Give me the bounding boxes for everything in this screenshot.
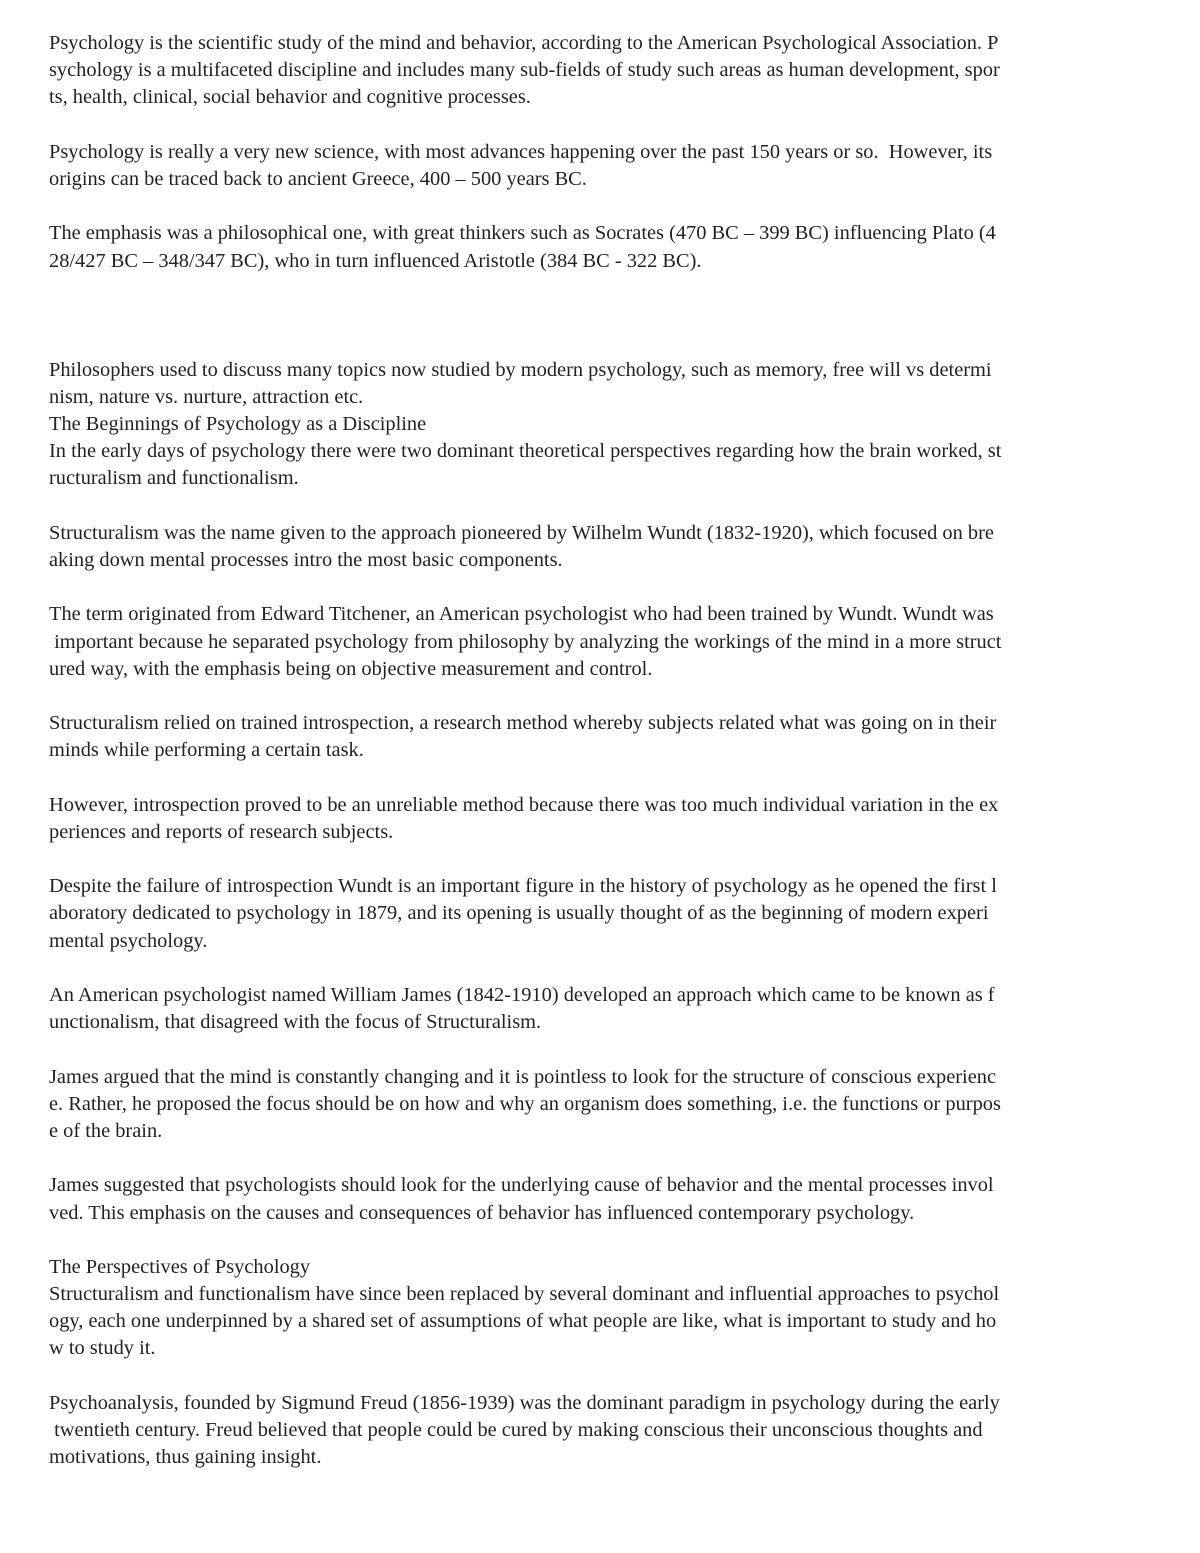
text-line: An American psychologist named William James (1842-1910) developed an approach which came to be known as f <box>49 984 995 1006</box>
text-line: sychology is a multifaceted discipline and includes many sub-fields of study such areas as human development, spor <box>49 59 1000 82</box>
paragraph-gap <box>49 765 1159 792</box>
paragraph-gap <box>49 1363 1159 1390</box>
text-line: ts, health, clinical, social behavior and cognitive processes. <box>49 86 531 109</box>
paragraph-gap <box>49 683 1159 710</box>
text-line: Despite the failure of introspection Wundt is an important figure in the history of psychology as he opened the first l <box>49 875 997 898</box>
text-line: Structuralism relied on trained introspection, a research method whereby subjects related what was going on in their <box>49 712 997 735</box>
text-line: ved. This emphasis on the causes and consequences of behavior has influenced contemporary psychology. <box>49 1201 915 1224</box>
text-line: e of the brain. <box>49 1119 163 1142</box>
text-line: Structuralism and functionalism have since been replaced by several dominant and influential approaches to psychol <box>49 1283 1000 1306</box>
paragraph-gap <box>49 1036 1159 1063</box>
section-heading: The Perspectives of Psychology <box>49 1255 311 1278</box>
text-line: w to study it. <box>49 1337 156 1360</box>
text-line: Philosophers used to discuss many topics now studied by modern psychology, such as memory, free will vs determi <box>49 358 992 381</box>
paragraph-gap <box>49 574 1159 601</box>
text-line: The term originated from Edward Titchener, an American psychologist who had been trained by Wundt. Wundt was <box>49 603 994 626</box>
text-line: ogy, each one underpinned by a shared set of assumptions of what people are like, what is important to study and ho <box>49 1310 997 1333</box>
text-line: origins can be traced back to ancient Greece, 400 – 500 years BC. <box>49 167 587 190</box>
paragraph-gap <box>49 1145 1159 1172</box>
text-line: aking down mental processes intro the most basic components. <box>49 549 563 571</box>
text-line: ured way, with the emphasis being on objective measurement and control. <box>49 657 653 680</box>
section-heading: The Beginnings of Psychology as a Discipline <box>49 413 427 436</box>
text-line: However, introspection proved to be an unreliable method because there was too much individual variation in the ex <box>49 793 999 816</box>
text-line: twentieth century. Freud believed that people could be cured by making conscious their unconscious thoughts and <box>49 1419 983 1441</box>
text-line: ructuralism and functionalism. <box>49 467 299 490</box>
paragraph-gap <box>49 193 1159 220</box>
paragraph-gap <box>49 493 1159 520</box>
document-page <box>49 30 1159 1471</box>
text-line: periences and reports of research subjects. <box>49 820 394 843</box>
text-line: mental psychology. <box>49 929 208 952</box>
paragraph-gap <box>49 1227 1159 1254</box>
text-line: Psychoanalysis, founded by Sigmund Freud (1856-1939) was the dominant paradigm in psychology during the early <box>49 1391 1000 1414</box>
text-line: e. Rather, he proposed the focus should be on how and why an organism does something, i.e. the functions or purpos <box>49 1092 1001 1115</box>
section-gap <box>49 275 1159 357</box>
text-line: unctionalism, that disagreed with the focus of Structuralism. <box>49 1011 542 1034</box>
text-line: In the early days of psychology there were two dominant theoretical perspectives regarding how the brain worked, st <box>49 440 1002 463</box>
text-line: Structuralism was the name given to the approach pioneered by Wilhelm Wundt (1832-1920), which focused on bre <box>49 521 994 544</box>
text-line: The emphasis was a philosophical one, with great thinkers such as Socrates (470 BC – 399 BC) influencing Plato (4 <box>49 222 996 245</box>
text-line: nism, nature vs. nurture, attraction etc. <box>49 385 364 408</box>
text-line: minds while performing a certain task. <box>49 739 364 762</box>
text-line: important because he separated psychology from philosophy by analyzing the workings of the mind in a more struct <box>49 630 1002 653</box>
paragraph-gap <box>49 846 1159 873</box>
paragraph-gap <box>49 955 1159 982</box>
text-line: aboratory dedicated to psychology in 1879, and its opening is usually thought of as the beginning of modern experi <box>49 902 989 925</box>
paragraph-gap <box>49 112 1159 139</box>
text-line: Psychology is the scientific study of the mind and behavior, according to the American Psychological Association. P <box>49 32 999 54</box>
text-line: James suggested that psychologists should look for the underlying cause of behavior and the mental processes invol <box>49 1174 994 1197</box>
text-line: James argued that the mind is constantly changing and it is pointless to look for the structure of conscious experienc <box>49 1065 997 1088</box>
text-line: 28/427 BC – 348/347 BC), who in turn influenced Aristotle (384 BC - 322 BC). <box>49 249 702 272</box>
text-line: Psychology is really a very new science, with most advances happening over the past 150 years or so. However, its <box>49 140 993 163</box>
text-line: motivations, thus gaining insight. <box>49 1446 322 1469</box>
